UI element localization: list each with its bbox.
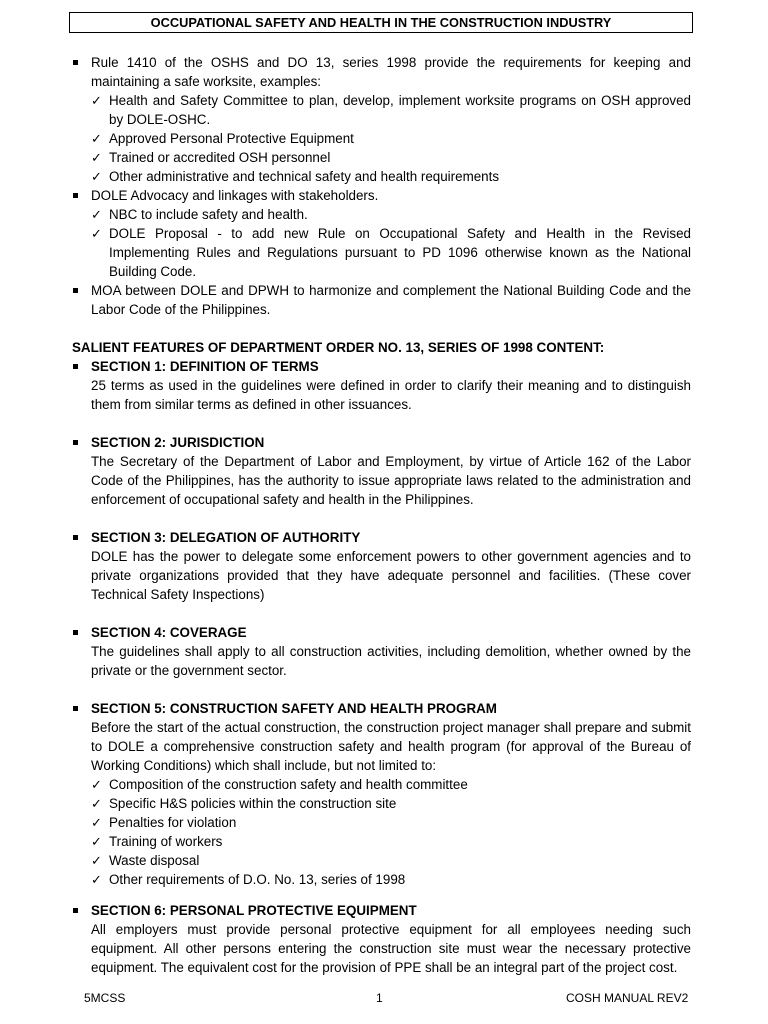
list-item-text: MOA between DOLE and DPWH to harmonize and complement the National Building Code and the Labor Code of the Philippines. (91, 283, 691, 317)
check-item-text: Training of workers (109, 834, 223, 849)
checkmark-icon: ✓ (91, 207, 102, 222)
check-item (72, 775, 691, 794)
section-heading-text: SECTION 6: PERSONAL PROTECTIVE EQUIPMENT (91, 903, 417, 918)
check-item (72, 129, 691, 148)
square-bullet-icon (73, 535, 78, 540)
section-heading-text: SECTION 5: CONSTRUCTION SAFETY AND HEALTH PROGRAM (91, 701, 497, 716)
check-item (72, 870, 691, 889)
square-bullet-icon (73, 630, 78, 635)
check-item-text: DOLE Proposal - to add new Rule on Occupational Safety and Health in the Revised Implementing Rules and Regulations pursuant to PD 1096 otherwise known as the National Building Code. (109, 226, 691, 279)
footer-manual-revision: COSH MANUAL REV2 (566, 991, 689, 1005)
section-heading (72, 699, 691, 718)
page-title: OCCUPATIONAL SAFETY AND HEALTH IN THE CONSTRUCTION INDUSTRY (69, 12, 693, 33)
checkmark-icon: ✓ (91, 872, 102, 887)
checkmark-icon: ✓ (91, 169, 102, 184)
salient-heading: SALIENT FEATURES OF DEPARTMENT ORDER NO. 13, SERIES OF 1998 CONTENT: (72, 340, 605, 355)
check-item-text: Penalties for violation (109, 815, 237, 830)
checkmark-icon: ✓ (91, 777, 102, 792)
check-item-text: Other requirements of D.O. No. 13, series of 1998 (109, 872, 406, 887)
section-heading (72, 433, 691, 452)
check-item-text: Trained or accredited OSH personnel (109, 150, 331, 165)
list-item (72, 53, 691, 91)
footer-course-code: 5MCSS (84, 991, 126, 1005)
square-bullet-icon (73, 60, 78, 65)
check-item (72, 148, 691, 167)
check-item (72, 167, 691, 186)
document-body (72, 53, 691, 977)
section-text: DOLE has the power to delegate some enforcement powers to other government agencies and to private organizations provided that they have adequate personnel and facilities. (These cover Technical Safety Inspections) (91, 549, 691, 602)
check-item-text: Health and Safety Committee to plan, develop, implement worksite programs on OSH approved by DOLE-OSHC. (109, 93, 691, 127)
check-item (72, 794, 691, 813)
check-item-text: Composition of the construction safety and health committee (109, 777, 468, 792)
section-heading (72, 623, 691, 642)
check-item-text: Specific H&S policies within the construction site (109, 796, 397, 811)
square-bullet-icon (73, 364, 78, 369)
check-item-text: NBC to include safety and health. (109, 207, 308, 222)
check-item-text: Waste disposal (109, 853, 200, 868)
checkmark-icon: ✓ (91, 93, 102, 108)
page-footer (0, 988, 768, 1008)
check-item-text: Other administrative and technical safety and health requirements (109, 169, 500, 184)
check-item (72, 832, 691, 851)
checkmark-icon: ✓ (91, 131, 102, 146)
checkmark-icon: ✓ (91, 226, 102, 241)
square-bullet-icon (73, 706, 78, 711)
check-item (72, 224, 691, 281)
section-text: 25 terms as used in the guidelines were defined in order to clarify their meaning and to distinguish them from similar terms as defined in other issuances. (91, 378, 691, 412)
check-item (72, 91, 691, 129)
section-heading-text: SECTION 3: DELEGATION OF AUTHORITY (91, 530, 361, 545)
section-text: The Secretary of the Department of Labor and Employment, by virtue of Article 162 of the Labor Code of the Philippines, has the authority to issue appropriate laws related to the administration and enforcement of occupational safety and health in the Philippines. (91, 454, 691, 507)
square-bullet-icon (73, 193, 78, 198)
square-bullet-icon (73, 288, 78, 293)
section-heading (72, 901, 691, 920)
checkmark-icon: ✓ (91, 150, 102, 165)
list-item (72, 281, 691, 319)
list-item (72, 186, 691, 205)
list-item-text: DOLE Advocacy and linkages with stakeholders. (91, 188, 379, 203)
checkmark-icon: ✓ (91, 815, 102, 830)
list-item-text: Rule 1410 of the OSHS and DO 13, series 1998 provide the requirements for keeping and maintaining a safe worksite, examples: (91, 55, 691, 89)
section-text: Before the start of the actual construction, the construction project manager shall prepare and submit to DOLE a comprehensive construction safety and health program (for approval of the Bureau of Working Conditions) which shall include, but not limited to: (91, 720, 691, 773)
checkmark-icon: ✓ (91, 796, 102, 811)
check-item (72, 205, 691, 224)
section-text: The guidelines shall apply to all construction activities, including demolition, whether owned by the private or the government sector. (91, 644, 691, 678)
check-item (72, 813, 691, 832)
section-text: All employers must provide personal protective equipment for all employees needing such equipment. All other persons entering the construction site must wear the necessary protective equipment. The equivalent cost for the provision of PPE shall be an integral part of the project cost. (91, 922, 691, 975)
checkmark-icon: ✓ (91, 853, 102, 868)
checkmark-icon: ✓ (91, 834, 102, 849)
section-heading-text: SECTION 2: JURISDICTION (91, 435, 265, 450)
square-bullet-icon (73, 908, 78, 913)
page-number: 1 (376, 991, 383, 1005)
section-heading-text: SECTION 1: DEFINITION OF TERMS (91, 359, 319, 374)
section-heading (72, 357, 691, 376)
check-item-text: Approved Personal Protective Equipment (109, 131, 354, 146)
section-heading-text: SECTION 4: COVERAGE (91, 625, 247, 640)
section-heading (72, 528, 691, 547)
square-bullet-icon (73, 440, 78, 445)
check-item (72, 851, 691, 870)
